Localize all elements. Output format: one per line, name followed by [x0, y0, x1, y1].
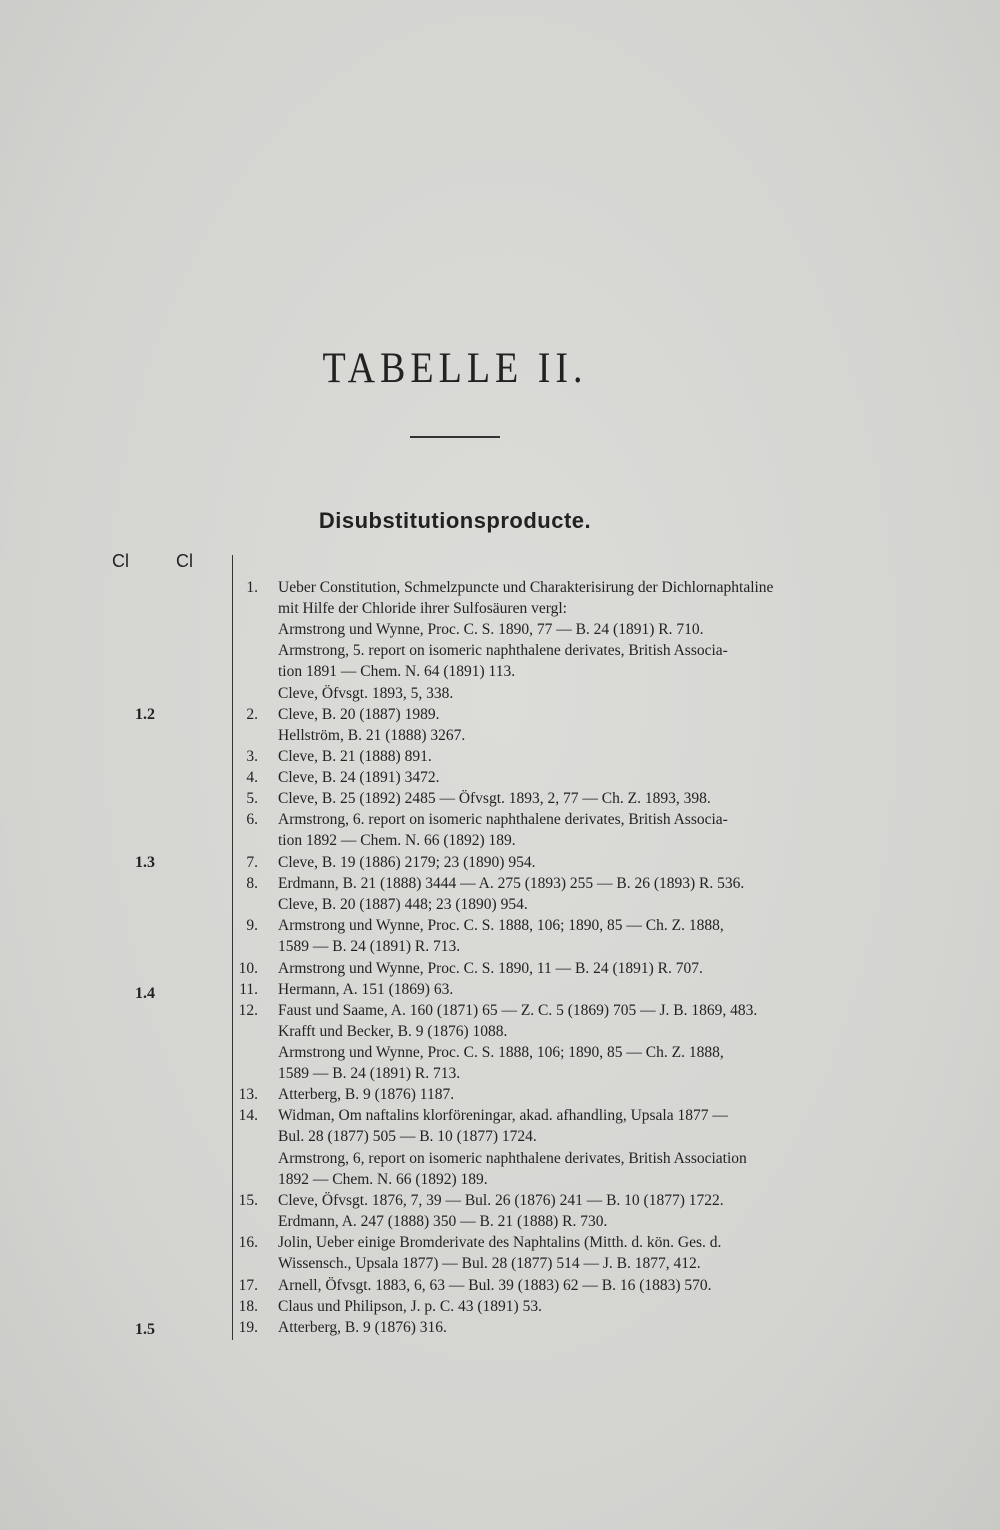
section-subtitle: Disubstitutionsproducte. — [318, 508, 592, 533]
reference-text: Cleve, B. 24 (1891) 3472. — [278, 769, 440, 786]
reference-text: Hellström, B. 21 (1888) 3267. — [278, 727, 466, 744]
reference-text: Cleve, B. 19 (1886) 2179; 23 (1890) 954. — [278, 854, 536, 871]
reference-text: Wissensch., Upsala 1877) — Bul. 28 (1877) 514 — J. B. 1877, 412. — [278, 1255, 701, 1272]
reference-number: 8. — [246, 875, 258, 892]
reference-text: 1589 — B. 24 (1891) R. 713. — [278, 1065, 461, 1082]
reference-text: 1589 — B. 24 (1891) R. 713. — [278, 938, 461, 955]
reference-text: Cleve, B. 25 (1892) 2485 — Öfvsgt. 1893, 2, 77 — Ch. Z. 1893, 398. — [278, 790, 711, 807]
reference-number: 9. — [246, 917, 258, 934]
reference-number: 18. — [238, 1298, 258, 1315]
reference-number: 5. — [246, 790, 258, 807]
column-header-cl-2: Cl — [176, 551, 193, 571]
reference-number: 14. — [238, 1107, 258, 1124]
reference-number: 2. — [246, 706, 258, 723]
position-label-1-2: 1.2 — [135, 706, 155, 723]
reference-text: Erdmann, A. 247 (1888) 350 — B. 21 (1888) R. 730. — [278, 1213, 608, 1230]
reference-number: 3. — [246, 748, 258, 765]
reference-text: Hermann, A. 151 (1869) 63. — [278, 981, 454, 998]
reference-text: Armstrong und Wynne, Proc. C. S. 1888, 106; 1890, 85 — Ch. Z. 1888, — [278, 1044, 724, 1061]
position-label-1-3: 1.3 — [135, 854, 155, 871]
reference-text: Erdmann, B. 21 (1888) 3444 — A. 275 (1893) 255 — B. 26 (1893) R. 536. — [278, 875, 745, 892]
reference-text: Cleve, B. 20 (1887) 1989. — [278, 706, 440, 723]
reference-text: Cleve, B. 21 (1888) 891. — [278, 748, 432, 765]
reference-number: 7. — [246, 854, 258, 871]
page-title: TABELLE II. — [322, 343, 588, 393]
reference-number: 12. — [238, 1002, 258, 1019]
reference-text: Armstrong, 6, report on isomeric naphthalene derivates, British Association — [278, 1150, 747, 1167]
position-label-1-5: 1.5 — [135, 1321, 155, 1338]
reference-text: Cleve, Öfvsgt. 1876, 7, 39 — Bul. 26 (1876) 241 — B. 10 (1877) 1722. — [278, 1192, 724, 1209]
reference-text: Cleve, B. 20 (1887) 448; 23 (1890) 954. — [278, 896, 528, 913]
column-header-cl-1: Cl — [112, 551, 129, 571]
reference-number: 17. — [238, 1277, 258, 1294]
title-rule — [410, 436, 500, 438]
reference-text: Atterberg, B. 9 (1876) 316. — [278, 1319, 447, 1336]
reference-text: tion 1891 — Chem. N. 64 (1891) 113. — [278, 663, 516, 680]
reference-text: Armstrong und Wynne, Proc. C. S. 1890, 77 — B. 24 (1891) R. 710. — [278, 621, 704, 638]
reference-number: 1. — [246, 579, 258, 596]
reference-text: Armstrong, 6. report on isomeric naphthalene derivates, British Associa- — [278, 811, 728, 828]
reference-text: mit Hilfe der Chloride ihrer Sulfosäuren vergl: — [278, 600, 567, 617]
reference-text: Ueber Constitution, Schmelzpuncte und Charakterisirung der Dichlornaphtaline — [278, 579, 774, 596]
reference-number: 16. — [238, 1234, 258, 1251]
position-label-1-4: 1.4 — [135, 985, 155, 1002]
reference-number: 10. — [238, 960, 258, 977]
reference-number: 19. — [238, 1319, 258, 1336]
reference-text: Widman, Om naftalins klorföreningar, akad. afhandling, Upsala 1877 — — [278, 1107, 728, 1124]
reference-text: Bul. 28 (1877) 505 — B. 10 (1877) 1724. — [278, 1128, 537, 1145]
reference-text: Claus und Philipson, J. p. C. 43 (1891) 53. — [278, 1298, 542, 1315]
reference-number: 4. — [246, 769, 258, 786]
reference-number: 11. — [239, 981, 258, 998]
reference-text: Jolin, Ueber einige Bromderivate des Naphtalins (Mitth. d. kön. Ges. d. — [278, 1234, 722, 1251]
reference-text: Armstrong und Wynne, Proc. C. S. 1890, 11 — B. 24 (1891) R. 707. — [278, 960, 703, 977]
reference-number: 13. — [238, 1086, 258, 1103]
reference-number: 15. — [238, 1192, 258, 1209]
reference-number: 6. — [246, 811, 258, 828]
reference-text: Armstrong, 5. report on isomeric naphthalene derivates, British Associa- — [278, 642, 728, 659]
reference-text: Faust und Saame, A. 160 (1871) 65 — Z. C. 5 (1869) 705 — J. B. 1869, 483. — [278, 1002, 758, 1019]
reference-text: Arnell, Öfvsgt. 1883, 6, 63 — Bul. 39 (1883) 62 — B. 16 (1883) 570. — [278, 1277, 712, 1294]
reference-text: Cleve, Öfvsgt. 1893, 5, 338. — [278, 685, 454, 702]
reference-text: Krafft und Becker, B. 9 (1876) 1088. — [278, 1023, 508, 1040]
reference-text: 1892 — Chem. N. 66 (1892) 189. — [278, 1171, 488, 1188]
reference-text: Atterberg, B. 9 (1876) 1187. — [278, 1086, 455, 1103]
reference-text: tion 1892 — Chem. N. 66 (1892) 189. — [278, 832, 516, 849]
reference-text: Armstrong und Wynne, Proc. C. S. 1888, 106; 1890, 85 — Ch. Z. 1888, — [278, 917, 724, 934]
column-divider — [232, 555, 233, 1340]
